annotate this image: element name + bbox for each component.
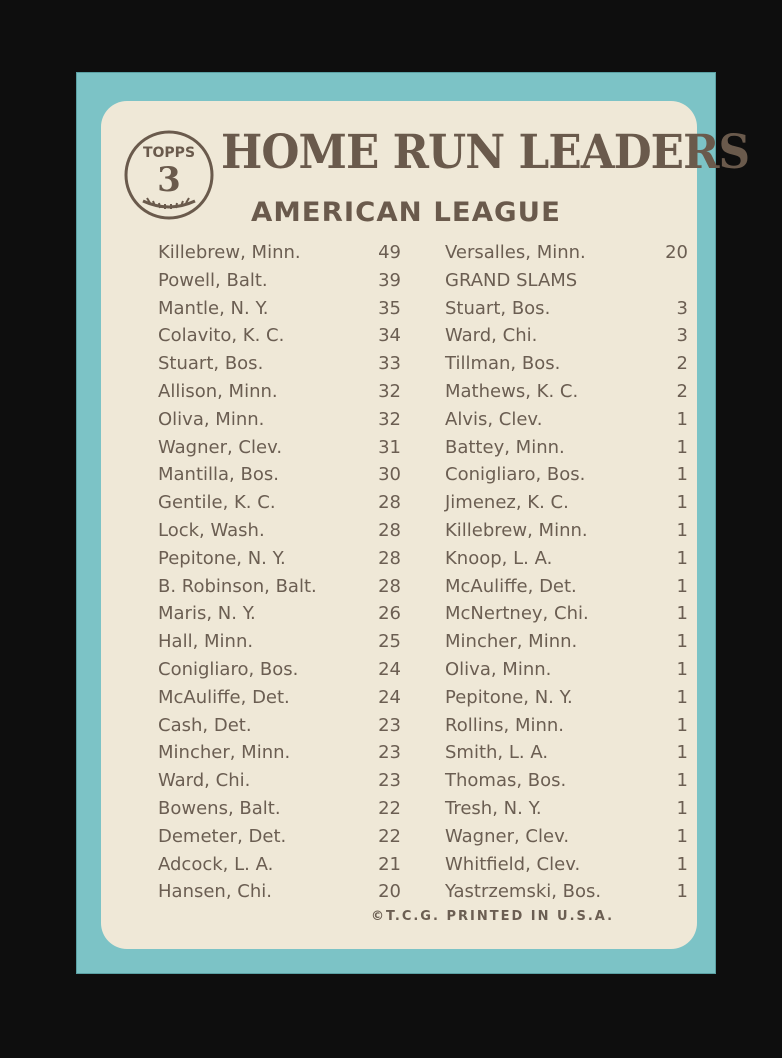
home-run-count: 32 bbox=[378, 408, 401, 430]
stat-row bbox=[158, 242, 401, 270]
stat-row bbox=[445, 464, 688, 492]
stat-row bbox=[158, 603, 401, 631]
player-name: Bowens, Balt. bbox=[158, 798, 281, 819]
home-run-count: 20 bbox=[378, 881, 401, 903]
home-run-count: 1 bbox=[676, 492, 688, 514]
stat-row bbox=[445, 798, 688, 826]
home-run-count: 1 bbox=[676, 659, 688, 680]
home-run-count: 1 bbox=[676, 603, 688, 625]
stat-row bbox=[445, 742, 688, 770]
player-name: Tillman, Bos. bbox=[445, 353, 561, 375]
stat-row bbox=[445, 548, 688, 576]
stat-row bbox=[445, 242, 688, 270]
home-run-count: 1 bbox=[676, 547, 688, 569]
home-run-count: 1 bbox=[676, 520, 688, 541]
player-name: Mathews, K. C. bbox=[445, 381, 579, 402]
home-run-count: 1 bbox=[676, 825, 688, 847]
home-run-count: 1 bbox=[676, 408, 688, 430]
stat-row bbox=[158, 492, 401, 520]
stat-row bbox=[158, 298, 401, 326]
baseball-card bbox=[76, 72, 750, 974]
player-name: Killebrew, Minn. bbox=[158, 242, 301, 263]
stat-row bbox=[158, 798, 401, 826]
home-run-count: 28 bbox=[378, 492, 401, 514]
stat-row bbox=[445, 715, 688, 743]
player-name: B. Robinson, Balt. bbox=[158, 575, 317, 597]
home-run-count: 32 bbox=[378, 381, 401, 402]
home-run-count: 21 bbox=[378, 853, 401, 875]
player-name: Tresh, N. Y. bbox=[445, 798, 542, 819]
player-name: Ward, Chi. bbox=[445, 325, 538, 347]
home-run-count: 1 bbox=[676, 853, 688, 875]
stat-row bbox=[445, 520, 688, 548]
logo-brand: TOPPS bbox=[142, 145, 196, 161]
player-name: Mantilla, Bos. bbox=[158, 464, 279, 486]
home-run-count: 33 bbox=[378, 353, 401, 375]
player-name: Stuart, Bos. bbox=[445, 297, 551, 319]
player-name: Alvis, Clev. bbox=[445, 408, 543, 430]
home-run-count: 1 bbox=[676, 575, 688, 597]
home-run-count: 23 bbox=[378, 770, 401, 792]
card-back-panel bbox=[101, 101, 750, 949]
home-run-count: 1 bbox=[676, 798, 688, 819]
stat-row bbox=[445, 687, 688, 715]
stat-row bbox=[158, 826, 401, 854]
home-run-count: 39 bbox=[378, 269, 401, 291]
stat-row bbox=[445, 603, 688, 631]
home-run-count: 20 bbox=[665, 242, 688, 263]
home-run-count: 35 bbox=[378, 297, 401, 319]
page-title: HOME RUN LEADERS bbox=[221, 125, 750, 180]
stat-row bbox=[158, 742, 401, 770]
home-run-count: 1 bbox=[676, 436, 688, 458]
player-name: Jimenez, K. C. bbox=[445, 492, 569, 514]
player-name: Gentile, K. C. bbox=[158, 492, 276, 514]
player-name: Stuart, Bos. bbox=[158, 353, 264, 375]
player-name: Knoop, L. A. bbox=[445, 547, 553, 569]
player-name: McAuliffe, Det. bbox=[445, 575, 577, 597]
stat-row bbox=[158, 353, 401, 381]
player-name: Conigliaro, Bos. bbox=[445, 464, 586, 486]
home-run-count: 23 bbox=[378, 714, 401, 736]
home-run-count: 1 bbox=[676, 742, 688, 764]
home-run-count: 49 bbox=[378, 242, 401, 263]
league-subtitle: AMERICAN LEAGUE bbox=[251, 197, 561, 228]
stat-row bbox=[445, 270, 688, 298]
card-number: 3 bbox=[157, 160, 181, 200]
player-name: Wagner, Clev. bbox=[445, 825, 570, 847]
stat-row bbox=[445, 353, 688, 381]
home-run-count: 28 bbox=[378, 575, 401, 597]
stat-row bbox=[158, 659, 401, 687]
topps-logo-icon bbox=[123, 129, 215, 221]
copyright-footer: ©T.C.G. PRINTED IN U.S.A. bbox=[371, 909, 615, 924]
player-name: Rollins, Minn. bbox=[445, 714, 565, 736]
home-run-count: 34 bbox=[378, 325, 401, 347]
player-name: GRAND SLAMS bbox=[445, 269, 578, 291]
player-name: Conigliaro, Bos. bbox=[158, 659, 299, 680]
stat-row bbox=[158, 548, 401, 576]
player-name: Adcock, L. A. bbox=[158, 853, 274, 875]
stat-row bbox=[158, 854, 401, 882]
stat-row bbox=[445, 437, 688, 465]
player-name: McAuliffe, Det. bbox=[158, 686, 290, 708]
home-run-count: 1 bbox=[676, 770, 688, 792]
home-run-count: 24 bbox=[378, 686, 401, 708]
stat-row bbox=[158, 631, 401, 659]
home-run-count: 31 bbox=[378, 436, 401, 458]
stat-row bbox=[445, 854, 688, 882]
home-run-count: 28 bbox=[378, 547, 401, 569]
player-name: Hall, Minn. bbox=[158, 631, 254, 653]
home-run-count: 24 bbox=[378, 659, 401, 680]
stat-row bbox=[158, 520, 401, 548]
home-run-count: 3 bbox=[676, 297, 688, 319]
player-name: Wagner, Clev. bbox=[158, 436, 283, 458]
home-run-count: 1 bbox=[676, 714, 688, 736]
home-run-count: 3 bbox=[676, 325, 688, 347]
stat-row bbox=[158, 437, 401, 465]
player-name: Powell, Balt. bbox=[158, 269, 268, 291]
stat-row bbox=[445, 631, 688, 659]
home-run-count: 28 bbox=[378, 520, 401, 541]
home-run-count: 25 bbox=[378, 631, 401, 653]
player-name: Hansen, Chi. bbox=[158, 881, 272, 903]
home-run-count: 1 bbox=[676, 686, 688, 708]
stat-row bbox=[158, 270, 401, 298]
player-name: Battey, Minn. bbox=[445, 436, 565, 458]
stat-row bbox=[445, 826, 688, 854]
stat-row bbox=[158, 770, 401, 798]
player-name: Killebrew, Minn. bbox=[445, 520, 588, 541]
player-name: Cash, Det. bbox=[158, 714, 252, 736]
stat-row bbox=[158, 381, 401, 409]
stat-row bbox=[445, 409, 688, 437]
stat-row bbox=[445, 659, 688, 687]
player-name: Oliva, Minn. bbox=[158, 408, 265, 430]
home-run-count: 22 bbox=[378, 825, 401, 847]
home-run-count: 2 bbox=[676, 381, 688, 402]
stat-row bbox=[158, 409, 401, 437]
stat-row bbox=[158, 576, 401, 604]
player-name: Lock, Wash. bbox=[158, 520, 265, 541]
home-run-count: 1 bbox=[676, 464, 688, 486]
home-run-count: 23 bbox=[378, 742, 401, 764]
home-run-count: 22 bbox=[378, 798, 401, 819]
stat-row bbox=[445, 325, 688, 353]
player-name: Mincher, Minn. bbox=[158, 742, 291, 764]
stat-row bbox=[445, 881, 688, 909]
player-name: Smith, L. A. bbox=[445, 742, 549, 764]
player-name: Yastrzemski, Bos. bbox=[445, 881, 602, 903]
player-name: Thomas, Bos. bbox=[445, 770, 567, 792]
stat-row bbox=[445, 576, 688, 604]
stat-row bbox=[158, 715, 401, 743]
player-name: Pepitone, N. Y. bbox=[445, 686, 573, 708]
stat-row bbox=[445, 381, 688, 409]
stat-row bbox=[158, 881, 401, 909]
home-run-count: 30 bbox=[378, 464, 401, 486]
stat-row bbox=[158, 687, 401, 715]
home-run-count: 26 bbox=[378, 603, 401, 625]
home-run-count: 1 bbox=[676, 881, 688, 903]
home-run-count: 2 bbox=[676, 353, 688, 375]
player-name: McNertney, Chi. bbox=[445, 603, 589, 625]
player-name: Whitfield, Clev. bbox=[445, 853, 581, 875]
player-name: Demeter, Det. bbox=[158, 825, 287, 847]
player-name: Pepitone, N. Y. bbox=[158, 547, 286, 569]
stat-row bbox=[445, 770, 688, 798]
player-name: Oliva, Minn. bbox=[445, 659, 552, 680]
player-name: Versalles, Minn. bbox=[445, 242, 586, 263]
stat-row bbox=[158, 325, 401, 353]
home-run-count: 1 bbox=[676, 631, 688, 653]
stat-row bbox=[158, 464, 401, 492]
stat-row bbox=[445, 492, 688, 520]
player-name: Mantle, N. Y. bbox=[158, 297, 269, 319]
player-name: Colavito, K. C. bbox=[158, 325, 285, 347]
stat-row bbox=[445, 298, 688, 326]
player-name: Maris, N. Y. bbox=[158, 603, 256, 625]
player-name: Allison, Minn. bbox=[158, 381, 278, 402]
player-name: Ward, Chi. bbox=[158, 770, 251, 792]
player-name: Mincher, Minn. bbox=[445, 631, 578, 653]
